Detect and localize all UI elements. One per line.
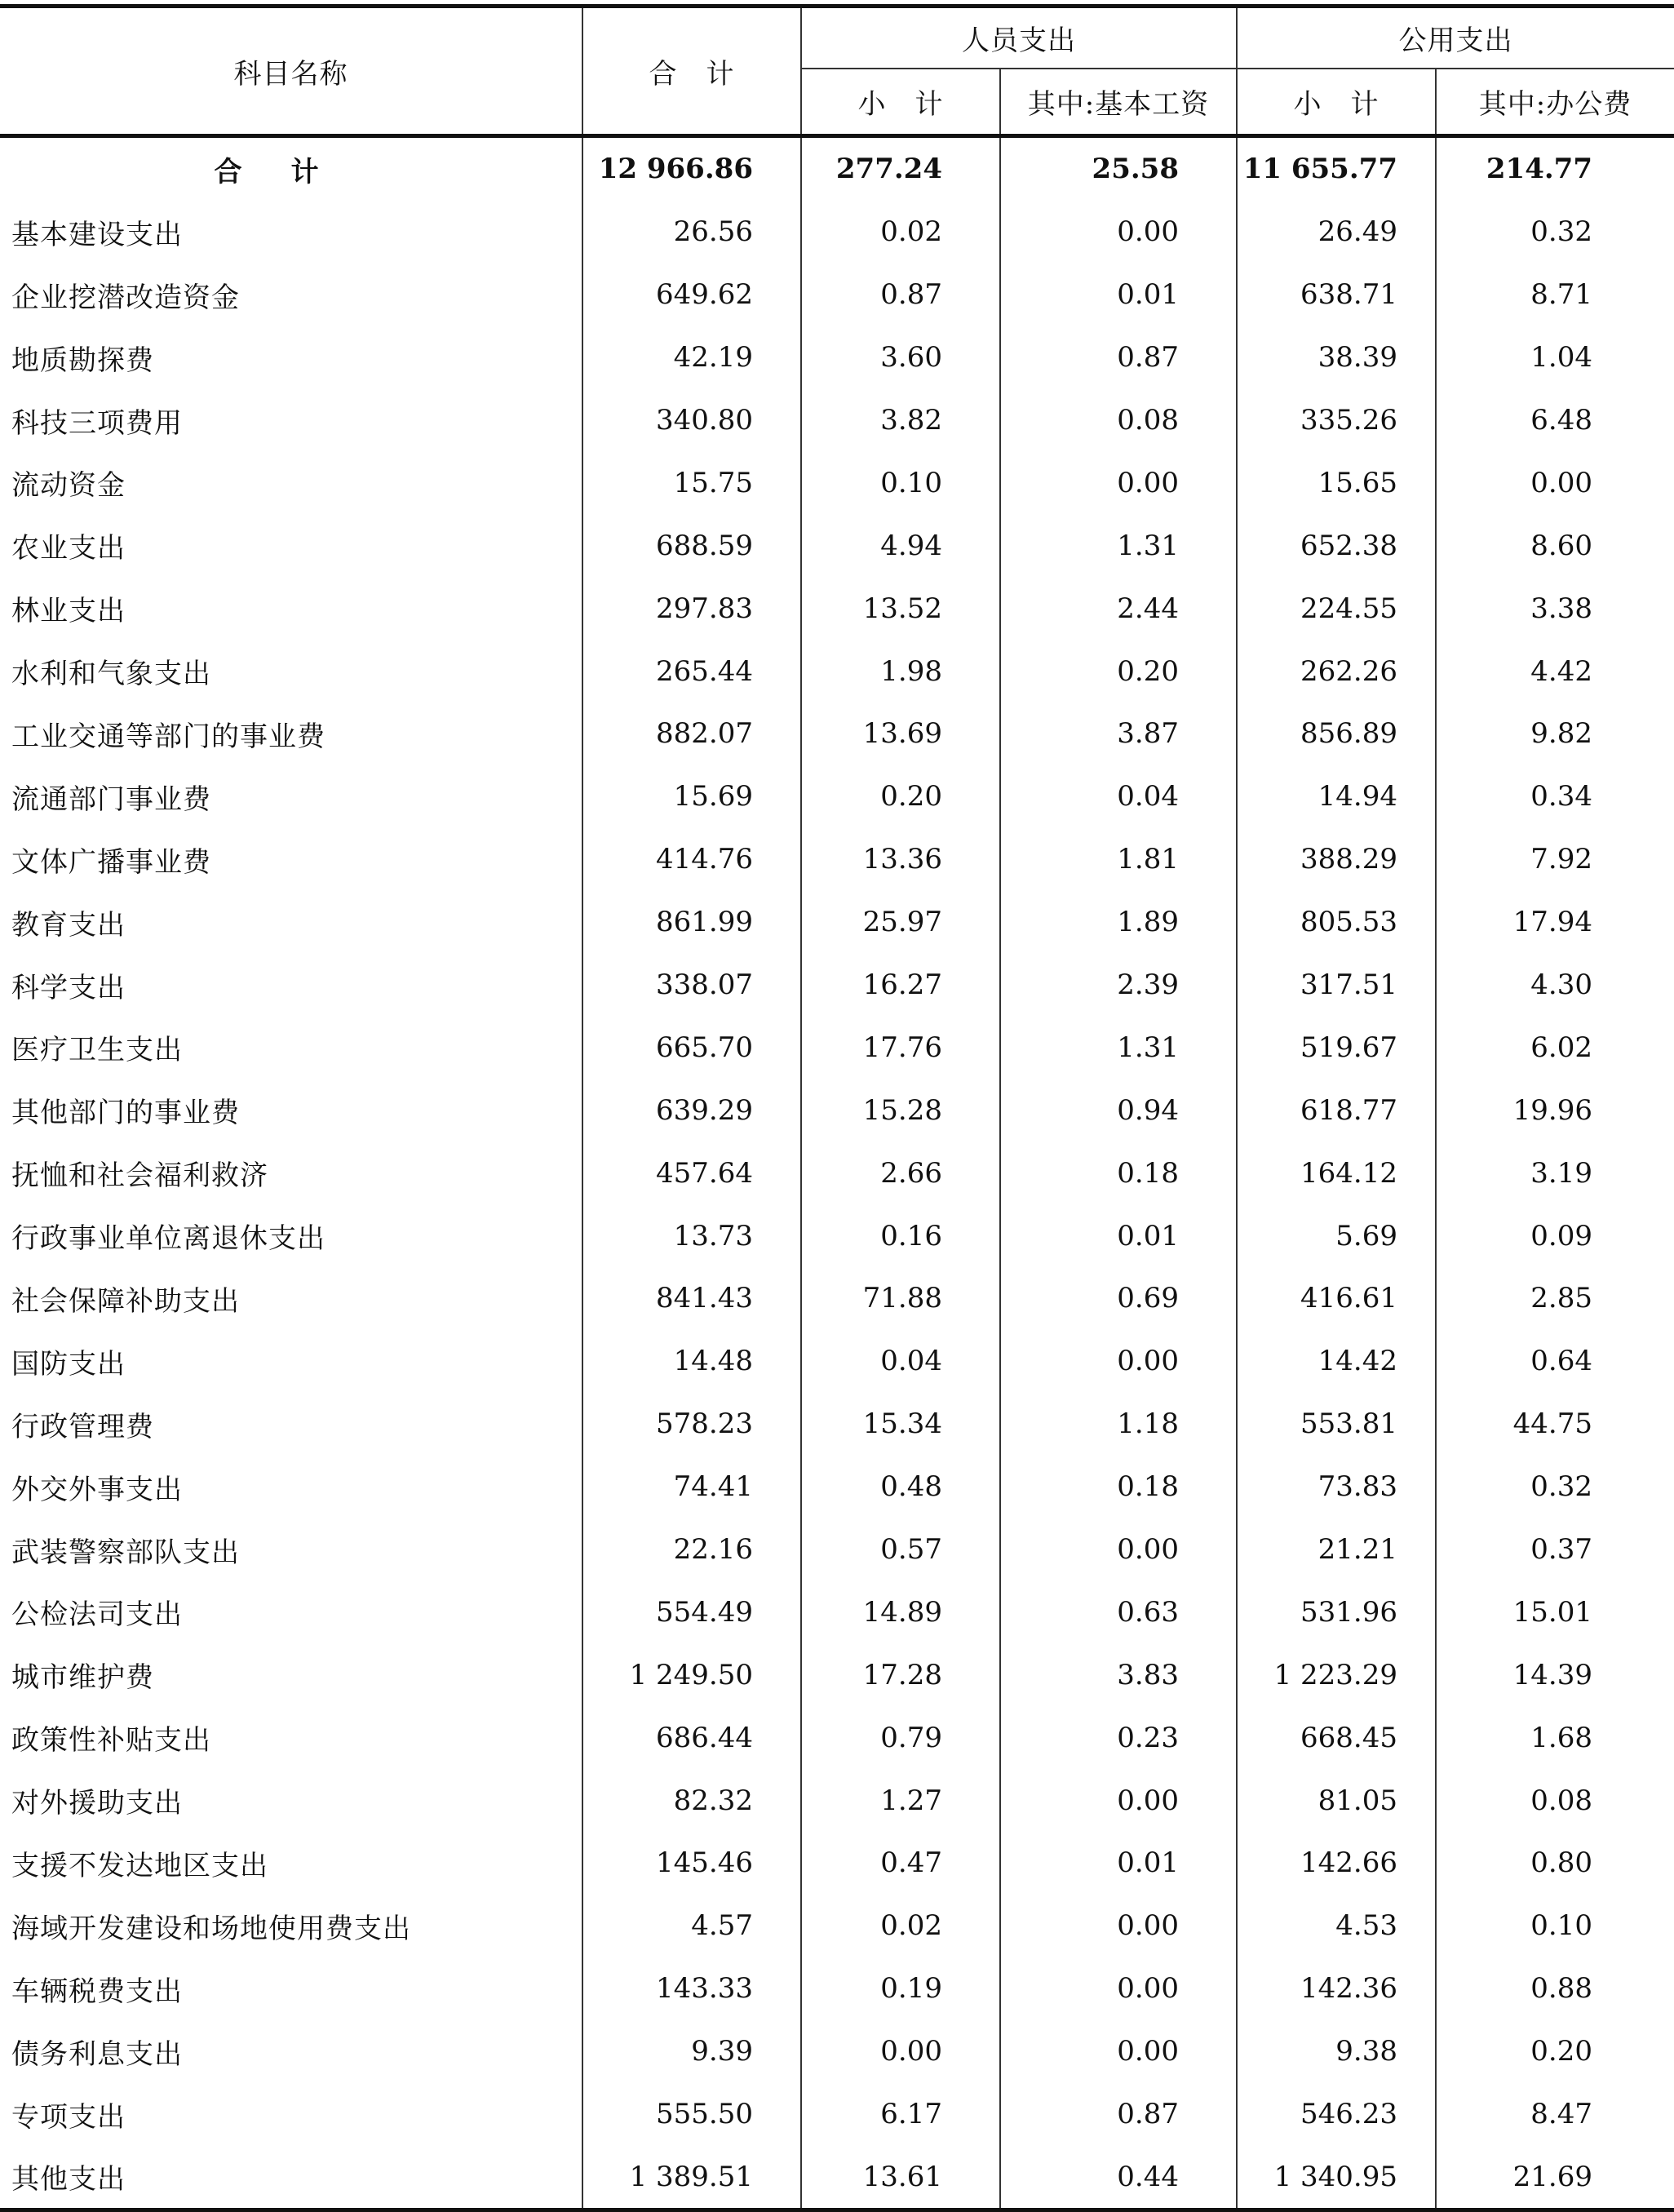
row-total-cell: 15.69 xyxy=(582,765,801,828)
row-public-subtotal-cell: 652.38 xyxy=(1237,514,1436,577)
row-total-cell: 4.57 xyxy=(582,1895,801,1957)
row-personnel-subtotal-cell: 13.61 xyxy=(801,2146,1000,2210)
row-personnel-subtotal-cell: 17.28 xyxy=(801,1643,1000,1706)
row-public-subtotal-cell: 1 340.95 xyxy=(1237,2146,1436,2210)
row-basic-wage-cell: 1.89 xyxy=(1000,891,1237,954)
table-row xyxy=(0,1643,1674,1706)
row-office-fee-cell: 0.09 xyxy=(1436,1204,1674,1267)
row-basic-wage-cell: 0.01 xyxy=(1000,1832,1237,1895)
row-public-subtotal-cell: 388.29 xyxy=(1237,828,1436,891)
row-total-cell: 639.29 xyxy=(582,1079,801,1141)
row-public-subtotal-cell: 1 223.29 xyxy=(1237,1643,1436,1706)
row-name-cell: 其他部门的事业费 xyxy=(0,1079,582,1141)
row-name-cell: 支援不发达地区支出 xyxy=(0,1832,582,1895)
row-name-cell: 行政事业单位离退休支出 xyxy=(0,1204,582,1267)
row-name-cell: 其他支出 xyxy=(0,2146,582,2210)
table-row xyxy=(0,1016,1674,1079)
row-office-fee-cell: 0.10 xyxy=(1436,1895,1674,1957)
row-office-fee-cell: 4.30 xyxy=(1436,954,1674,1017)
row-office-fee-cell: 0.00 xyxy=(1436,451,1674,514)
row-personnel-subtotal-cell: 0.16 xyxy=(801,1204,1000,1267)
table-row xyxy=(0,891,1674,954)
row-public-subtotal-cell: 73.83 xyxy=(1237,1456,1436,1518)
row-basic-wage-cell: 2.44 xyxy=(1000,577,1237,640)
row-basic-wage-cell: 0.00 xyxy=(1000,1769,1237,1832)
row-personnel-subtotal-cell: 0.10 xyxy=(801,451,1000,514)
table-row xyxy=(0,1832,1674,1895)
row-name-cell: 水利和气象支出 xyxy=(0,640,582,703)
row-name-cell: 科技三项费用 xyxy=(0,389,582,452)
row-total-cell: 143.33 xyxy=(582,1957,801,2020)
row-public-subtotal-cell: 317.51 xyxy=(1237,954,1436,1017)
total-row-basic-wage: 25.58 xyxy=(1000,136,1237,201)
row-basic-wage-cell: 0.94 xyxy=(1000,1079,1237,1141)
table-row xyxy=(0,1706,1674,1769)
row-office-fee-cell: 1.04 xyxy=(1436,326,1674,389)
row-total-cell: 265.44 xyxy=(582,640,801,703)
row-office-fee-cell: 0.08 xyxy=(1436,1769,1674,1832)
row-name-cell: 社会保障补助支出 xyxy=(0,1267,582,1330)
table-row xyxy=(0,2146,1674,2210)
row-total-cell: 13.73 xyxy=(582,1204,801,1267)
row-basic-wage-cell: 0.63 xyxy=(1000,1580,1237,1643)
table-row xyxy=(0,703,1674,765)
row-public-subtotal-cell: 142.66 xyxy=(1237,1832,1436,1895)
total-row xyxy=(0,136,1674,201)
row-personnel-subtotal-cell: 0.79 xyxy=(801,1706,1000,1769)
row-name-cell: 农业支出 xyxy=(0,514,582,577)
row-office-fee-cell: 0.64 xyxy=(1436,1330,1674,1393)
row-public-subtotal-cell: 38.39 xyxy=(1237,326,1436,389)
header-public-group: 公用支出 xyxy=(1237,7,1674,69)
row-public-subtotal-cell: 4.53 xyxy=(1237,1895,1436,1957)
row-personnel-subtotal-cell: 0.00 xyxy=(801,2020,1000,2083)
row-personnel-subtotal-cell: 4.94 xyxy=(801,514,1000,577)
header-subject-name: 科目名称 xyxy=(0,7,582,136)
row-total-cell: 1 249.50 xyxy=(582,1643,801,1706)
table-body xyxy=(0,136,1674,2210)
table-row xyxy=(0,765,1674,828)
row-basic-wage-cell: 0.00 xyxy=(1000,1957,1237,2020)
total-row-personnel-subtotal: 277.24 xyxy=(801,136,1000,201)
row-name-cell: 流通部门事业费 xyxy=(0,765,582,828)
row-total-cell: 26.56 xyxy=(582,201,801,264)
table-row xyxy=(0,1518,1674,1581)
row-name-cell: 国防支出 xyxy=(0,1330,582,1393)
row-total-cell: 15.75 xyxy=(582,451,801,514)
row-public-subtotal-cell: 164.12 xyxy=(1237,1141,1436,1204)
row-name-cell: 教育支出 xyxy=(0,891,582,954)
row-total-cell: 297.83 xyxy=(582,577,801,640)
row-personnel-subtotal-cell: 15.34 xyxy=(801,1393,1000,1456)
table-row xyxy=(0,326,1674,389)
row-total-cell: 688.59 xyxy=(582,514,801,577)
row-office-fee-cell: 19.96 xyxy=(1436,1079,1674,1141)
row-total-cell: 42.19 xyxy=(582,326,801,389)
header-total: 合 计 xyxy=(582,7,801,136)
row-basic-wage-cell: 0.00 xyxy=(1000,1518,1237,1581)
row-total-cell: 841.43 xyxy=(582,1267,801,1330)
header-personnel-basic-wage: 其中:基本工资 xyxy=(1000,69,1237,136)
row-public-subtotal-cell: 81.05 xyxy=(1237,1769,1436,1832)
row-name-cell: 公检法司支出 xyxy=(0,1580,582,1643)
row-basic-wage-cell: 1.18 xyxy=(1000,1393,1237,1456)
row-office-fee-cell: 0.88 xyxy=(1436,1957,1674,2020)
row-personnel-subtotal-cell: 13.36 xyxy=(801,828,1000,891)
row-office-fee-cell: 6.02 xyxy=(1436,1016,1674,1079)
row-total-cell: 74.41 xyxy=(582,1456,801,1518)
row-public-subtotal-cell: 519.67 xyxy=(1237,1016,1436,1079)
row-personnel-subtotal-cell: 0.47 xyxy=(801,1832,1000,1895)
row-personnel-subtotal-cell: 0.02 xyxy=(801,1895,1000,1957)
row-office-fee-cell: 6.48 xyxy=(1436,389,1674,452)
row-office-fee-cell: 2.85 xyxy=(1436,1267,1674,1330)
row-public-subtotal-cell: 9.38 xyxy=(1237,2020,1436,2083)
row-basic-wage-cell: 0.44 xyxy=(1000,2146,1237,2210)
row-personnel-subtotal-cell: 0.04 xyxy=(801,1330,1000,1393)
table-row xyxy=(0,1895,1674,1957)
row-basic-wage-cell: 0.18 xyxy=(1000,1141,1237,1204)
row-office-fee-cell: 0.32 xyxy=(1436,1456,1674,1518)
row-basic-wage-cell: 0.01 xyxy=(1000,1204,1237,1267)
row-name-cell: 地质勘探费 xyxy=(0,326,582,389)
table-row xyxy=(0,1580,1674,1643)
row-public-subtotal-cell: 546.23 xyxy=(1237,2083,1436,2146)
table-row xyxy=(0,1079,1674,1141)
row-total-cell: 22.16 xyxy=(582,1518,801,1581)
row-personnel-subtotal-cell: 3.82 xyxy=(801,389,1000,452)
total-row-office-fee: 214.77 xyxy=(1436,136,1674,201)
row-public-subtotal-cell: 805.53 xyxy=(1237,891,1436,954)
row-name-cell: 武装警察部队支出 xyxy=(0,1518,582,1581)
table-row xyxy=(0,2083,1674,2146)
row-public-subtotal-cell: 14.42 xyxy=(1237,1330,1436,1393)
row-name-cell: 医疗卫生支出 xyxy=(0,1016,582,1079)
row-basic-wage-cell: 0.00 xyxy=(1000,2020,1237,2083)
row-public-subtotal-cell: 142.36 xyxy=(1237,1957,1436,2020)
row-personnel-subtotal-cell: 13.69 xyxy=(801,703,1000,765)
row-name-cell: 行政管理费 xyxy=(0,1393,582,1456)
row-personnel-subtotal-cell: 3.60 xyxy=(801,326,1000,389)
row-name-cell: 海域开发建设和场地使用费支出 xyxy=(0,1895,582,1957)
table-row xyxy=(0,640,1674,703)
row-office-fee-cell: 0.80 xyxy=(1436,1832,1674,1895)
row-office-fee-cell: 1.68 xyxy=(1436,1706,1674,1769)
table-row xyxy=(0,1957,1674,2020)
row-office-fee-cell: 17.94 xyxy=(1436,891,1674,954)
row-public-subtotal-cell: 5.69 xyxy=(1237,1204,1436,1267)
table-row xyxy=(0,1141,1674,1204)
row-basic-wage-cell: 0.87 xyxy=(1000,2083,1237,2146)
row-office-fee-cell: 0.20 xyxy=(1436,2020,1674,2083)
row-personnel-subtotal-cell: 25.97 xyxy=(801,891,1000,954)
row-total-cell: 14.48 xyxy=(582,1330,801,1393)
table-row xyxy=(0,451,1674,514)
row-name-cell: 债务利息支出 xyxy=(0,2020,582,2083)
row-office-fee-cell: 0.32 xyxy=(1436,201,1674,264)
row-name-cell: 政策性补贴支出 xyxy=(0,1706,582,1769)
table-row xyxy=(0,954,1674,1017)
table-header xyxy=(0,7,1674,136)
row-personnel-subtotal-cell: 2.66 xyxy=(801,1141,1000,1204)
row-total-cell: 145.46 xyxy=(582,1832,801,1895)
expenditure-table xyxy=(0,4,1674,2212)
table-row xyxy=(0,264,1674,326)
row-name-cell: 林业支出 xyxy=(0,577,582,640)
total-row-public-subtotal: 11 655.77 xyxy=(1237,136,1436,201)
row-office-fee-cell: 9.82 xyxy=(1436,703,1674,765)
row-basic-wage-cell: 0.69 xyxy=(1000,1267,1237,1330)
row-office-fee-cell: 7.92 xyxy=(1436,828,1674,891)
row-name-cell: 专项支出 xyxy=(0,2083,582,2146)
header-public-subtotal: 小 计 xyxy=(1237,69,1436,136)
row-personnel-subtotal-cell: 0.20 xyxy=(801,765,1000,828)
row-office-fee-cell: 8.60 xyxy=(1436,514,1674,577)
row-name-cell: 车辆税费支出 xyxy=(0,1957,582,2020)
row-basic-wage-cell: 0.00 xyxy=(1000,451,1237,514)
row-public-subtotal-cell: 21.21 xyxy=(1237,1518,1436,1581)
row-public-subtotal-cell: 224.55 xyxy=(1237,577,1436,640)
row-name-cell: 城市维护费 xyxy=(0,1643,582,1706)
row-office-fee-cell: 0.37 xyxy=(1436,1518,1674,1581)
row-total-cell: 861.99 xyxy=(582,891,801,954)
row-total-cell: 414.76 xyxy=(582,828,801,891)
row-office-fee-cell: 21.69 xyxy=(1436,2146,1674,2210)
row-personnel-subtotal-cell: 17.76 xyxy=(801,1016,1000,1079)
row-public-subtotal-cell: 14.94 xyxy=(1237,765,1436,828)
row-personnel-subtotal-cell: 71.88 xyxy=(801,1267,1000,1330)
row-total-cell: 686.44 xyxy=(582,1706,801,1769)
table-row xyxy=(0,389,1674,452)
row-total-cell: 554.49 xyxy=(582,1580,801,1643)
row-public-subtotal-cell: 531.96 xyxy=(1237,1580,1436,1643)
total-row-total: 12 966.86 xyxy=(582,136,801,201)
table-row xyxy=(0,201,1674,264)
table-row xyxy=(0,577,1674,640)
table-row xyxy=(0,1267,1674,1330)
row-personnel-subtotal-cell: 16.27 xyxy=(801,954,1000,1017)
row-total-cell: 882.07 xyxy=(582,703,801,765)
row-personnel-subtotal-cell: 14.89 xyxy=(801,1580,1000,1643)
row-total-cell: 338.07 xyxy=(582,954,801,1017)
row-basic-wage-cell: 2.39 xyxy=(1000,954,1237,1017)
row-basic-wage-cell: 3.83 xyxy=(1000,1643,1237,1706)
row-basic-wage-cell: 3.87 xyxy=(1000,703,1237,765)
row-name-cell: 外交外事支出 xyxy=(0,1456,582,1518)
row-office-fee-cell: 15.01 xyxy=(1436,1580,1674,1643)
row-name-cell: 抚恤和社会福利救济 xyxy=(0,1141,582,1204)
row-total-cell: 1 389.51 xyxy=(582,2146,801,2210)
row-public-subtotal-cell: 26.49 xyxy=(1237,201,1436,264)
table-row xyxy=(0,1769,1674,1832)
row-public-subtotal-cell: 856.89 xyxy=(1237,703,1436,765)
row-basic-wage-cell: 0.18 xyxy=(1000,1456,1237,1518)
header-personnel-group: 人员支出 xyxy=(801,7,1237,69)
row-total-cell: 9.39 xyxy=(582,2020,801,2083)
row-total-cell: 665.70 xyxy=(582,1016,801,1079)
row-public-subtotal-cell: 668.45 xyxy=(1237,1706,1436,1769)
row-basic-wage-cell: 0.20 xyxy=(1000,640,1237,703)
row-basic-wage-cell: 0.00 xyxy=(1000,1330,1237,1393)
row-office-fee-cell: 14.39 xyxy=(1436,1643,1674,1706)
row-basic-wage-cell: 0.23 xyxy=(1000,1706,1237,1769)
row-basic-wage-cell: 0.87 xyxy=(1000,326,1237,389)
row-office-fee-cell: 8.71 xyxy=(1436,264,1674,326)
row-public-subtotal-cell: 553.81 xyxy=(1237,1393,1436,1456)
row-basic-wage-cell: 0.00 xyxy=(1000,1895,1237,1957)
row-public-subtotal-cell: 618.77 xyxy=(1237,1079,1436,1141)
row-personnel-subtotal-cell: 0.19 xyxy=(801,1957,1000,2020)
row-personnel-subtotal-cell: 0.48 xyxy=(801,1456,1000,1518)
row-office-fee-cell: 0.34 xyxy=(1436,765,1674,828)
row-total-cell: 457.64 xyxy=(582,1141,801,1204)
row-basic-wage-cell: 1.31 xyxy=(1000,514,1237,577)
row-basic-wage-cell: 0.08 xyxy=(1000,389,1237,452)
row-name-cell: 文体广播事业费 xyxy=(0,828,582,891)
row-basic-wage-cell: 1.31 xyxy=(1000,1016,1237,1079)
row-total-cell: 340.80 xyxy=(582,389,801,452)
row-personnel-subtotal-cell: 0.02 xyxy=(801,201,1000,264)
row-public-subtotal-cell: 335.26 xyxy=(1237,389,1436,452)
row-public-subtotal-cell: 15.65 xyxy=(1237,451,1436,514)
row-basic-wage-cell: 0.04 xyxy=(1000,765,1237,828)
row-public-subtotal-cell: 262.26 xyxy=(1237,640,1436,703)
table-row xyxy=(0,514,1674,577)
row-personnel-subtotal-cell: 1.98 xyxy=(801,640,1000,703)
row-total-cell: 82.32 xyxy=(582,1769,801,1832)
row-public-subtotal-cell: 416.61 xyxy=(1237,1267,1436,1330)
row-name-cell: 科学支出 xyxy=(0,954,582,1017)
row-office-fee-cell: 44.75 xyxy=(1436,1393,1674,1456)
row-office-fee-cell: 8.47 xyxy=(1436,2083,1674,2146)
row-name-cell: 基本建设支出 xyxy=(0,201,582,264)
header-personnel-subtotal: 小 计 xyxy=(801,69,1000,136)
row-basic-wage-cell: 0.01 xyxy=(1000,264,1237,326)
row-basic-wage-cell: 0.00 xyxy=(1000,201,1237,264)
row-personnel-subtotal-cell: 0.57 xyxy=(801,1518,1000,1581)
total-row-name: 合计 xyxy=(0,136,582,201)
row-personnel-subtotal-cell: 6.17 xyxy=(801,2083,1000,2146)
row-total-cell: 555.50 xyxy=(582,2083,801,2146)
row-personnel-subtotal-cell: 1.27 xyxy=(801,1769,1000,1832)
row-name-cell: 对外援助支出 xyxy=(0,1769,582,1832)
row-name-cell: 流动资金 xyxy=(0,451,582,514)
row-office-fee-cell: 4.42 xyxy=(1436,640,1674,703)
row-personnel-subtotal-cell: 13.52 xyxy=(801,577,1000,640)
table-row xyxy=(0,1456,1674,1518)
row-personnel-subtotal-cell: 0.87 xyxy=(801,264,1000,326)
table-row xyxy=(0,2020,1674,2083)
row-name-cell: 企业挖潜改造资金 xyxy=(0,264,582,326)
row-total-cell: 649.62 xyxy=(582,264,801,326)
table-row xyxy=(0,1393,1674,1456)
table-row xyxy=(0,1204,1674,1267)
row-office-fee-cell: 3.38 xyxy=(1436,577,1674,640)
row-office-fee-cell: 3.19 xyxy=(1436,1141,1674,1204)
table-row xyxy=(0,1330,1674,1393)
table-row xyxy=(0,828,1674,891)
row-total-cell: 578.23 xyxy=(582,1393,801,1456)
row-basic-wage-cell: 1.81 xyxy=(1000,828,1237,891)
row-public-subtotal-cell: 638.71 xyxy=(1237,264,1436,326)
row-personnel-subtotal-cell: 15.28 xyxy=(801,1079,1000,1141)
row-name-cell: 工业交通等部门的事业费 xyxy=(0,703,582,765)
header-public-office-fee: 其中:办公费 xyxy=(1436,69,1674,136)
